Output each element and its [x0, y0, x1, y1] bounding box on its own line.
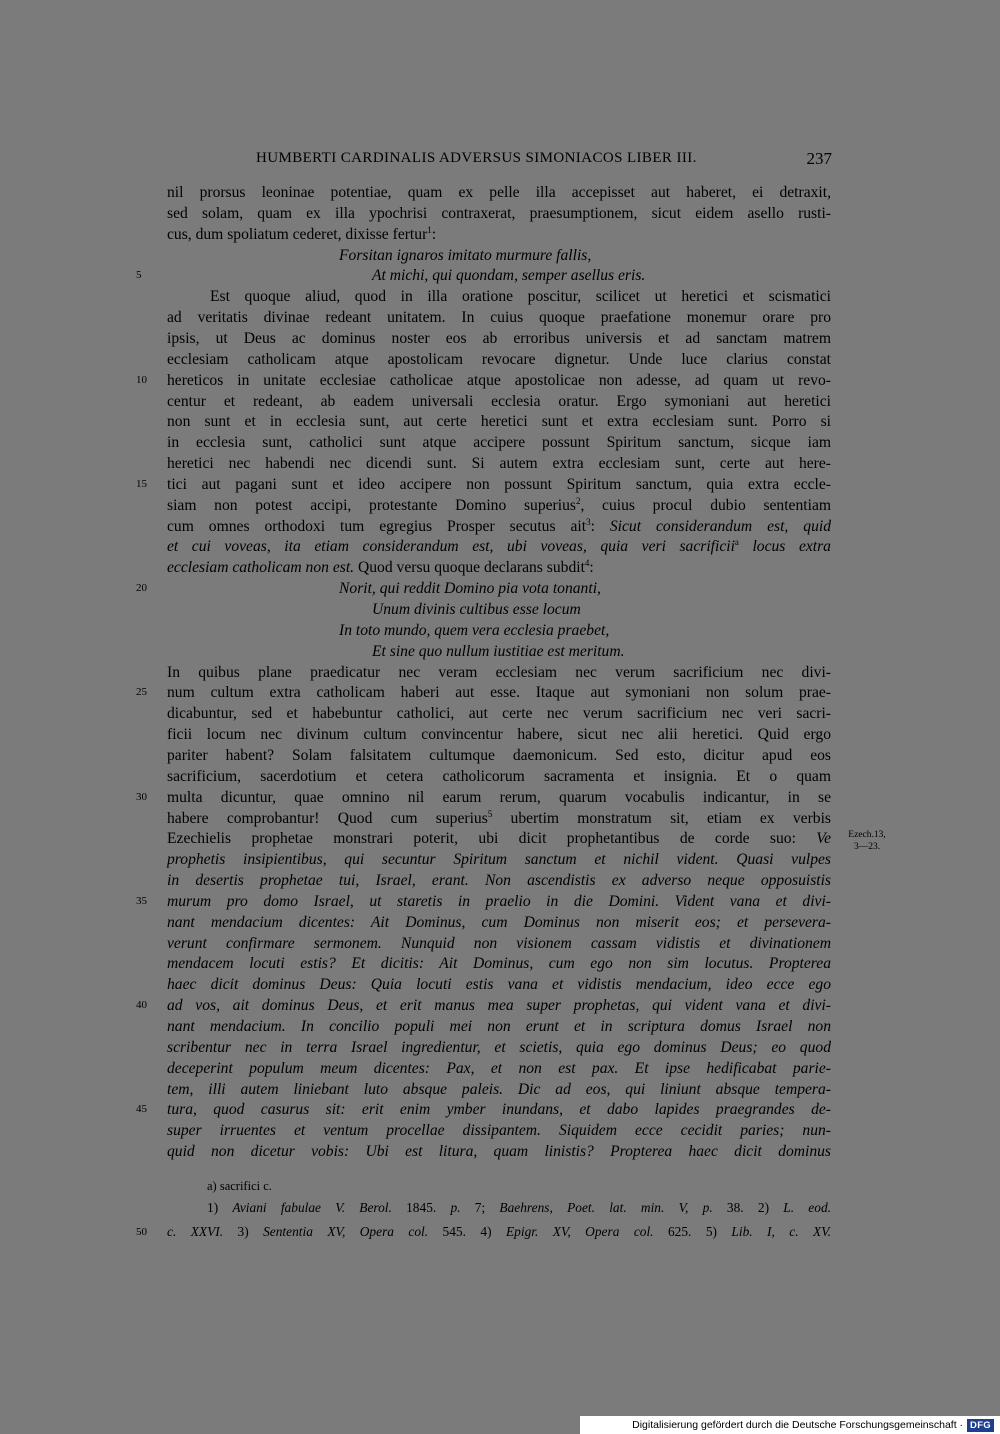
- text-line: [167, 1037, 831, 1058]
- text-run: num cultum extra catholicam haberi aut esse. Itaque aut symoniani non solum prae-: [167, 684, 831, 701]
- text-run: nant mendacium. In concilio populi mei non erunt et in scriptura domus Israel non: [167, 1018, 831, 1035]
- text-run: Sententia XV, Opera col.: [263, 1224, 429, 1239]
- text-run: verunt confirmare sermonem. Nunquid non visionem cassam vidistis et divinationem: [167, 935, 831, 952]
- dfg-logo-icon: DFG: [967, 1419, 994, 1432]
- text-line: [167, 933, 831, 954]
- text-line: [167, 682, 831, 703]
- text-run: pariter habent? Solam falsitatem cultumque daemonicum. Sed esto, dicitur apud eos: [167, 747, 831, 764]
- text-line: [167, 349, 831, 370]
- text-run: c. XXVI.: [167, 1224, 224, 1239]
- footnote-marker: a: [734, 537, 739, 547]
- line-number: 30: [136, 791, 147, 803]
- text-run: , cuius procul dubio sententiam: [580, 497, 831, 514]
- text-line: [167, 662, 831, 683]
- text-run: Forsitan ignaros imitato murmure fallis,: [339, 247, 592, 264]
- text-run: Norit, qui reddit Domino pia vota tonanti,: [339, 580, 601, 597]
- text-run: nil prorsus leoninae potentiae, quam ex pelle illa accepisset aut haberet, ei detraxit,: [167, 184, 831, 201]
- text-run: 1): [207, 1200, 233, 1215]
- margin-reference: [840, 829, 894, 853]
- text-line: [167, 224, 831, 245]
- text-line: [167, 1058, 831, 1079]
- text-run: :: [590, 518, 610, 535]
- text-line: [167, 849, 831, 870]
- text-run: ficii locum nec divinum cultum convincentur habere, sicut nec alii heretici. Quid ergo: [167, 726, 831, 743]
- text-run: hereticos in unitate ecclesiae catholicae atque apostolicae non adesse, ad quam ut revo-: [167, 372, 831, 389]
- text-line: [167, 745, 831, 766]
- text-run: deceperint populum meum dicentes: Pax, et non est pax. Et ipse hedificabat parie-: [167, 1060, 831, 1077]
- text-run: sed solam, quam ex illa ypochrisi contraxerat, praesumptionem, sicut eidem asello rusti-: [167, 205, 831, 222]
- text-line: [167, 328, 831, 349]
- running-head-title: HUMBERTI CARDINALIS ADVERSUS SIMONIACOS LIBER III.: [256, 150, 697, 166]
- text-line: [167, 828, 831, 849]
- text-run: :: [589, 559, 594, 576]
- text-run: locus extra: [738, 538, 831, 555]
- text-run: tici aut pagani sunt et ideo accipere non possunt Spiritum sanctum, quia extra eccle-: [167, 476, 831, 493]
- line-number: 20: [136, 582, 147, 594]
- text-line: [167, 474, 831, 495]
- text-run: siam non potest accipi, protestante Domino superius: [167, 497, 576, 514]
- text-run: Ezechielis prophetae monstrari poterit, ubi dicit prophetantibus de corde suo:: [167, 830, 817, 847]
- margin-reference-line: Ezech.13,: [848, 830, 886, 840]
- text-run: In quibus plane praedicatur nec veram ecclesiam nec verum sacrificium nec divi-: [167, 664, 831, 681]
- footer-text: Digitalisierung gefördert durch die Deutsche Forschungsgemeinschaft ·: [632, 1419, 964, 1432]
- text-run: Est quoque aliud, quod in illa oratione poscitur, scilicet ut heretici et scismatici: [210, 288, 831, 305]
- footnote-line: [167, 1222, 831, 1242]
- text-run: In toto mundo, quem vera ecclesia praebet,: [339, 622, 610, 639]
- text-line: [167, 286, 831, 307]
- text-line: [167, 245, 1000, 266]
- line-number: 5: [136, 269, 142, 281]
- text-line: [167, 495, 831, 516]
- text-line: [167, 953, 831, 974]
- text-run: tem, illi autem liniebant luto absque paleis. Dic ad eos, qui liniunt absque tempera-: [167, 1081, 831, 1098]
- text-line: [167, 1016, 831, 1037]
- text-run: in ecclesia sunt, catholici sunt atque accipere possunt Spiritum sanctum, sicque iam: [167, 434, 831, 451]
- running-head: [256, 150, 832, 172]
- text-run: 625. 5): [653, 1224, 732, 1239]
- text-run: non sunt et in ecclesia sunt, aut certe heretici sunt et extra ecclesiam sunt. Porro si: [167, 413, 831, 430]
- footnote-marker: 3: [586, 517, 591, 527]
- line-number: 25: [136, 686, 147, 698]
- line-number: 15: [136, 478, 147, 490]
- text-run: At michi, qui quondam, semper asellus eris.: [372, 267, 646, 284]
- line-number: 35: [136, 895, 147, 907]
- text-run: p.: [450, 1200, 461, 1215]
- text-run: mendacem locuti estis? Et dicitis: Ait Dominus, cum ego non sim locutus. Propterea: [167, 955, 831, 972]
- text-run: Lib. I, c. XV.: [731, 1224, 831, 1239]
- text-line: [167, 766, 831, 787]
- text-run: in desertis prophetae tui, Israel, erant. Non ascendistis ex adverso neque opposuistis: [167, 872, 831, 889]
- text-run: ecclesiam catholicam atque apostolicam revocare dignetur. Unde luce clarius constat: [167, 351, 831, 368]
- text-run: 7;: [460, 1200, 500, 1215]
- footnote-line: [167, 1198, 831, 1218]
- text-run: 38. 2): [712, 1200, 784, 1215]
- text-line: [167, 641, 1000, 662]
- text-run: Unum divinis cultibus esse locum: [372, 601, 581, 618]
- textual-apparatus-note: a) sacrifici c.: [207, 1179, 272, 1193]
- text-line: [167, 703, 831, 724]
- digitization-footer: [580, 1416, 1000, 1434]
- footnote-marker: 1: [427, 225, 432, 235]
- text-line: [167, 203, 831, 224]
- text-line: [167, 974, 831, 995]
- margin-reference-line: 3—23.: [853, 842, 881, 852]
- text-line: [167, 787, 831, 808]
- text-line: [167, 599, 1000, 620]
- text-line: [167, 391, 831, 412]
- text-line: [167, 870, 831, 891]
- text-line: [167, 578, 1000, 599]
- text-line: [167, 182, 831, 203]
- text-run: dicabuntur, sed et habebuntur catholici, aut certe nec verum sacrificium nec veri sacri-: [167, 705, 831, 722]
- text-line: [167, 557, 831, 578]
- line-number: 40: [136, 999, 147, 1011]
- text-run: L. eod.: [783, 1200, 831, 1215]
- text-line: [167, 1099, 831, 1120]
- text-run: tura, quod casurus sit: erit enim ymber inundans, et dabo lapides praegrandes de-: [167, 1101, 831, 1118]
- footnote-marker: 4: [584, 558, 590, 568]
- text-run: ad vos, ait dominus Deus, et erit manus mea super prophetas, qui vident vana et divi-: [167, 997, 831, 1014]
- text-line: [167, 307, 831, 328]
- text-run: cum omnes orthodoxi tum egregius Prosper secutus ait: [167, 518, 587, 535]
- page-number: 237: [806, 149, 832, 168]
- text-line: [167, 265, 1000, 286]
- text-line: [167, 808, 831, 829]
- text-run: ecclesiam catholicam non est.: [167, 559, 355, 576]
- text-run: Ve: [816, 830, 831, 847]
- text-run: quid non dicetur vobis: Ubi est litura, quam linistis? Propterea haec dicit dominus: [167, 1143, 831, 1160]
- text-run: 3): [223, 1224, 264, 1239]
- text-run: Epigr. XV, Opera col.: [505, 1224, 654, 1239]
- text-run: heretici nec habendi nec dicendi sunt. Si autem extra ecclesiam sunt, certe aut here-: [167, 455, 831, 472]
- text-line: [167, 1141, 831, 1162]
- text-run: cus, dum spoliatum cederet, dixisse fertur: [167, 226, 428, 243]
- text-run: ad veritatis divinae redeant unitatem. In cuius quoque praefatione monemur orare pro: [167, 309, 831, 326]
- text-line: [167, 536, 831, 557]
- text-run: super irruentes et ventum procellae dissipantem. Siquidem ecce cecidit paries; nun-: [167, 1122, 831, 1139]
- text-run: ubertim monstratum sit, etiam ex verbis: [492, 810, 831, 827]
- text-run: Sicut considerandum est, quid: [609, 518, 831, 535]
- footnote-marker: 2: [575, 496, 581, 506]
- text-run: nant mendacium dicentes: Ait Dominus, cum Dominus non miserit eos; et persevera-: [167, 914, 831, 931]
- text-line: [167, 620, 1000, 641]
- text-run: Baehrens, Poet. lat. min. V, p.: [499, 1200, 713, 1215]
- text-run: Quod versu quoque declarans subdit: [354, 559, 585, 576]
- text-run: centur et redeant, ab eadem universali ecclesia oratur. Ergo symoniani aut heretici: [167, 393, 831, 410]
- text-line: [167, 891, 831, 912]
- line-number: 50: [136, 1226, 147, 1238]
- text-run: prophetis insipientibus, qui secuntur Spiritum sanctum et nichil vident. Quasi vulpes: [167, 851, 831, 868]
- text-run: Et sine quo nullum iustitiae est meritum.: [372, 643, 625, 660]
- text-run: multa dicuntur, quae omnino nil earum rerum, quarum vocabulis indicantur, in se: [167, 789, 831, 806]
- text-line: [167, 516, 831, 537]
- text-line: [167, 1079, 831, 1100]
- text-run: 1845.: [391, 1200, 451, 1215]
- text-line: [167, 453, 831, 474]
- text-run: haec dicit dominus Deus: Quia locuti estis vana et vidistis mendacium, ideo ecce ego: [167, 976, 831, 993]
- text-run: ipsis, ut Deus ac dominus noster eos ab erroribus universis et ad sanctam matrem: [167, 330, 831, 347]
- line-number: 10: [136, 374, 147, 386]
- text-line: [167, 724, 831, 745]
- text-run: scribentur nec in terra Israel ingredientur, et scietis, quia ego dominus Deus; eo quod: [167, 1039, 831, 1056]
- text-line: [167, 1120, 831, 1141]
- text-line: [167, 995, 831, 1016]
- text-run: :: [431, 226, 437, 243]
- footnote-marker: 5: [487, 809, 493, 819]
- text-line: [167, 370, 831, 391]
- text-run: Aviani fabulae V. Berol.: [232, 1200, 392, 1215]
- text-run: et cui voveas, ita etiam considerandum est, ubi voveas, quia veri sacrificii: [167, 538, 735, 555]
- line-number: 45: [136, 1103, 147, 1115]
- text-run: habere comprobantur! Quod cum superius: [167, 810, 488, 827]
- text-run: 545. 4): [428, 1224, 506, 1239]
- text-run: sacrificium, sacerdotium et cetera catholicorum sacramenta et insignia. Et o quam: [167, 768, 831, 785]
- text-run: murum pro domo Israel, ut staretis in praelio in die Domini. Vident vana et divi-: [167, 893, 831, 910]
- text-line: [167, 912, 831, 933]
- text-line: [167, 411, 831, 432]
- text-line: [167, 432, 831, 453]
